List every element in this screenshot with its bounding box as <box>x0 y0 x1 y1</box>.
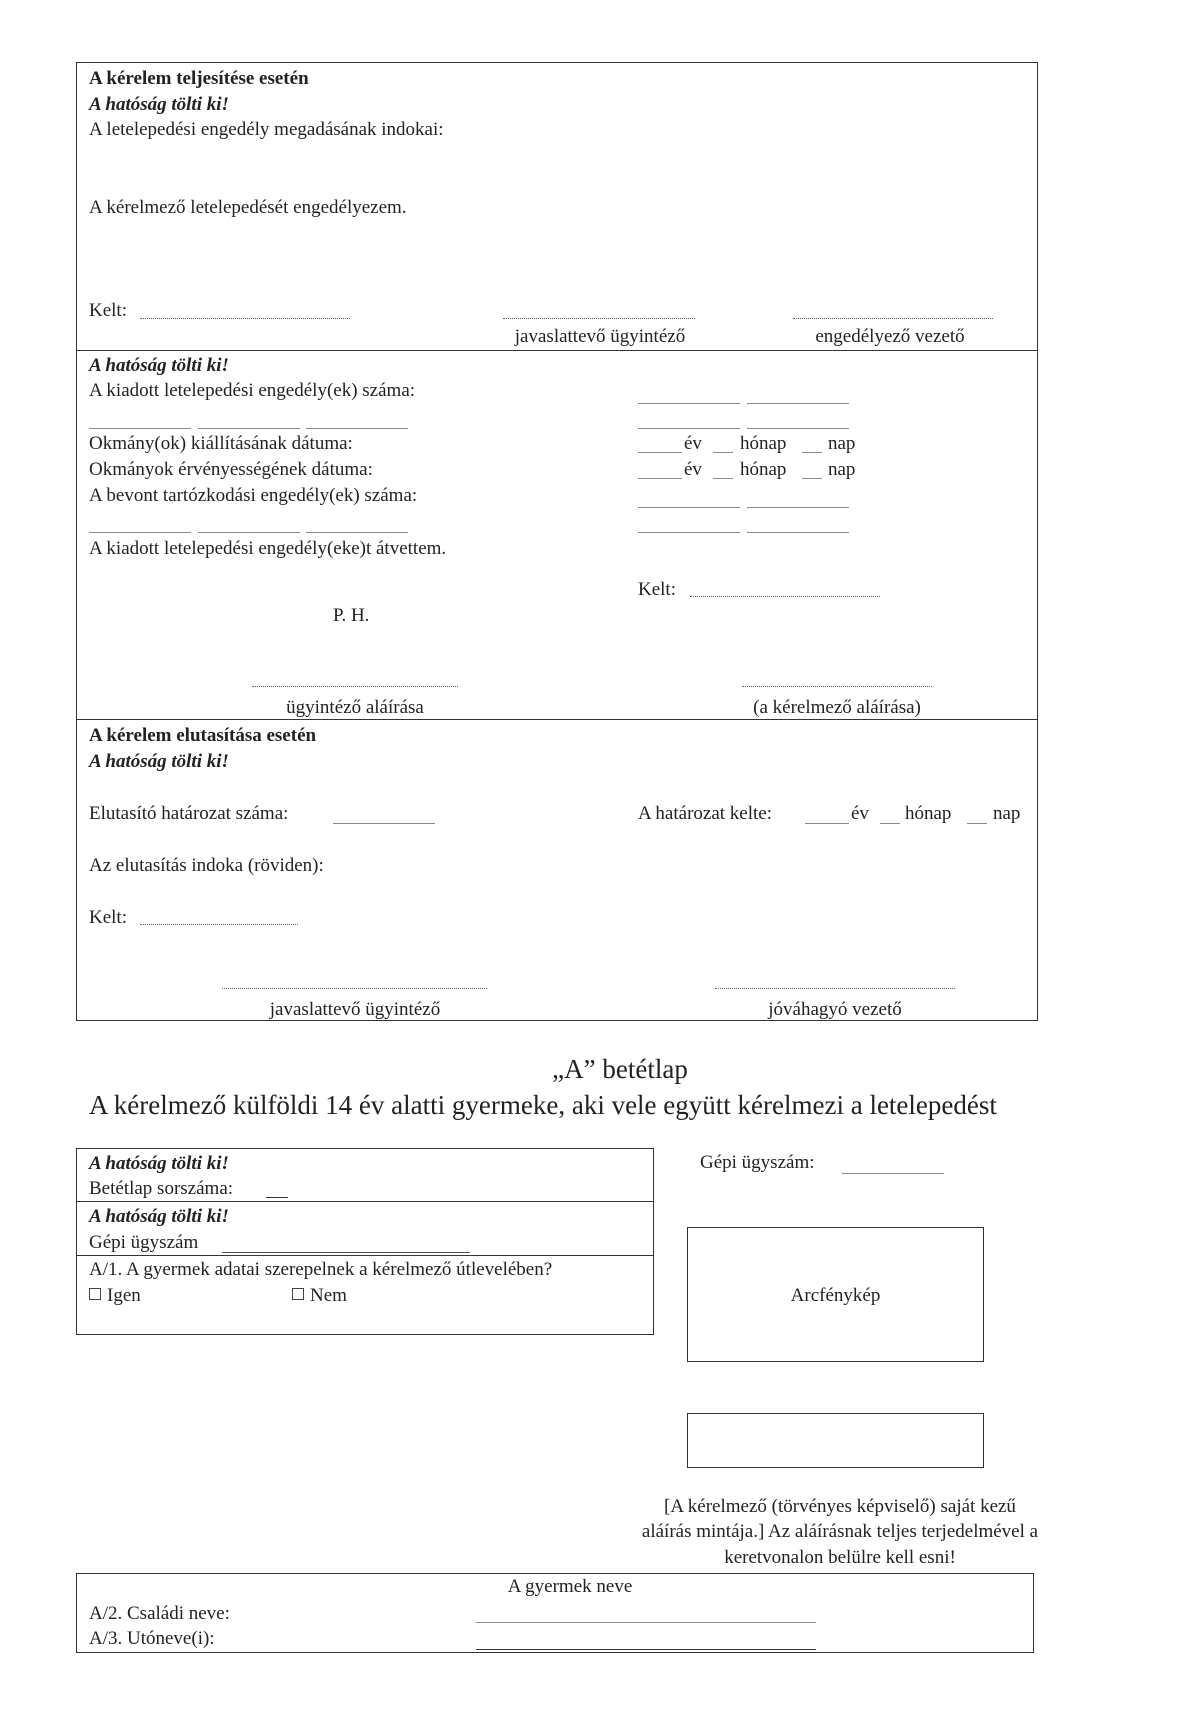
issue-month-field[interactable] <box>713 452 733 453</box>
authority-note: A hatóság tölti ki! <box>89 94 229 115</box>
permit-number-label: A kiadott letelepedési engedély(ek) száma: <box>89 380 416 401</box>
family-name-field[interactable] <box>476 1622 816 1623</box>
issue-year-field[interactable] <box>638 452 682 453</box>
given-names-field[interactable] <box>476 1649 816 1650</box>
given-names-label: A/3. Utóneve(i): <box>89 1628 215 1649</box>
reasons-label: A letelepedési engedély megadásának indokai: <box>89 119 444 140</box>
issue-date-label: Okmány(ok) kiállításának dátuma: <box>89 433 353 454</box>
approver-signature-line <box>793 318 993 319</box>
permit-number-field[interactable] <box>747 428 849 429</box>
decision-number-field[interactable] <box>333 823 435 824</box>
insert-title: „A” betétlap <box>552 1054 688 1084</box>
revoked-number-field[interactable] <box>747 532 849 533</box>
year-label: év <box>684 433 702 454</box>
permit-number-field[interactable] <box>198 428 300 429</box>
row-divider <box>76 1201 654 1202</box>
year-label: év <box>851 803 869 824</box>
family-name-label: A/2. Családi neve: <box>89 1603 230 1624</box>
clerk-signature-line <box>252 686 458 687</box>
proposer-signature-line <box>222 988 487 989</box>
month-label: hónap <box>740 433 787 454</box>
revoked-number-field[interactable] <box>306 532 408 533</box>
validity-date-label: Okmányok érvényességének dátuma: <box>89 459 373 480</box>
proposer-caption: javaslattevő ügyintéző <box>514 326 686 347</box>
validity-month-field[interactable] <box>713 478 733 479</box>
authority-note: A hatóság tölti ki! <box>89 355 229 376</box>
revoked-number-field[interactable] <box>638 532 740 533</box>
signature-note-line1: [A kérelmező (törvényes képviselő) saját kezű <box>664 1496 1016 1517</box>
revoked-number-field[interactable] <box>89 532 191 533</box>
clerk-signature-caption: ügyintéző aláírása <box>286 697 424 718</box>
revoked-number-label: A bevont tartózkodási engedély(ek) száma: <box>89 485 418 506</box>
case-number-label: Gépi ügyszám <box>89 1232 199 1253</box>
passport-question: A/1. A gyermek adatai szerepelnek a kérelmező útlevelében? <box>89 1259 553 1280</box>
authority-note: A hatóság tölti ki! <box>89 1206 229 1227</box>
revoked-number-field[interactable] <box>198 532 300 533</box>
case-number-field-right[interactable] <box>842 1173 944 1174</box>
no-label: Nem <box>310 1285 347 1306</box>
sheet-number-field[interactable] <box>266 1197 288 1198</box>
decision-number-label: Elutasító határozat száma: <box>89 803 289 824</box>
child-name-header: A gyermek neve <box>507 1576 633 1597</box>
day-label: nap <box>828 433 856 454</box>
permit-number-field[interactable] <box>306 428 408 429</box>
kelt-label: Kelt: <box>638 579 676 600</box>
proposer-caption: javaslattevő ügyintéző <box>269 999 441 1020</box>
received-statement: A kiadott letelepedési engedély(eke)t átvettem. <box>89 538 447 559</box>
issue-day-field[interactable] <box>802 452 822 453</box>
permit-number-field[interactable] <box>89 428 191 429</box>
permit-number-field[interactable] <box>747 403 849 404</box>
section-divider <box>76 350 1038 351</box>
approver-signature-line <box>715 988 955 989</box>
day-label: nap <box>828 459 856 480</box>
yes-option[interactable] <box>89 1286 141 1305</box>
month-label: hónap <box>740 459 787 480</box>
yes-checkbox[interactable] <box>89 1288 101 1300</box>
kelt-label: Kelt: <box>89 300 127 321</box>
approval-heading: A kérelem teljesítése esetén <box>89 68 309 89</box>
case-number-field[interactable] <box>222 1252 470 1253</box>
photo-label: Arcfénykép <box>790 1285 881 1306</box>
decision-day-field[interactable] <box>967 823 987 824</box>
month-label: hónap <box>905 803 952 824</box>
rejection-reason-label: Az elutasítás indoka (röviden): <box>89 855 324 876</box>
rejection-heading: A kérelem elutasítása esetén <box>89 725 317 746</box>
authority-note: A hatóság tölti ki! <box>89 1153 229 1174</box>
authority-note: A hatóság tölti ki! <box>89 751 229 772</box>
proposer-signature-line <box>503 318 695 319</box>
kelt-date-line <box>690 596 880 597</box>
kelt-label: Kelt: <box>89 907 127 928</box>
revoked-number-field[interactable] <box>747 507 849 508</box>
signature-box[interactable] <box>687 1413 984 1468</box>
decision-year-field[interactable] <box>805 823 849 824</box>
validity-day-field[interactable] <box>802 478 822 479</box>
decision-month-field[interactable] <box>880 823 900 824</box>
case-number-label-right: Gépi ügyszám: <box>700 1152 815 1173</box>
approver-caption: engedélyező vezető <box>815 326 965 347</box>
approver-caption: jóváhagyó vezető <box>768 999 902 1020</box>
permit-number-field[interactable] <box>638 403 740 404</box>
day-label: nap <box>993 803 1021 824</box>
applicant-signature-caption: (a kérelmező aláírása) <box>753 697 921 718</box>
sheet-number-label: Betétlap sorszáma: <box>89 1178 234 1199</box>
validity-year-field[interactable] <box>638 478 682 479</box>
permit-number-field[interactable] <box>638 428 740 429</box>
revoked-number-field[interactable] <box>638 507 740 508</box>
yes-label: Igen <box>107 1285 141 1306</box>
row-divider <box>76 1255 654 1256</box>
no-option[interactable] <box>292 1286 347 1305</box>
insert-subtitle: A kérelmező külföldi 14 év alatti gyermeke, aki vele együtt kérelmezi a letelepedést <box>89 1090 997 1120</box>
no-checkbox[interactable] <box>292 1288 304 1300</box>
kelt-date-line <box>140 318 350 319</box>
year-label: év <box>684 459 702 480</box>
stamp-placeholder: P. H. <box>333 605 370 626</box>
kelt-date-line <box>140 924 298 925</box>
section-divider <box>76 719 1038 720</box>
signature-note-line3: keretvonalon belülre kell esni! <box>724 1547 956 1568</box>
signature-note-line2: aláírás mintája.] Az aláírásnak teljes terjedelmével a <box>641 1521 1039 1542</box>
decision-date-label: A határozat kelte: <box>638 803 772 824</box>
applicant-signature-line <box>742 686 932 687</box>
grant-statement: A kérelmező letelepedését engedélyezem. <box>89 197 407 218</box>
